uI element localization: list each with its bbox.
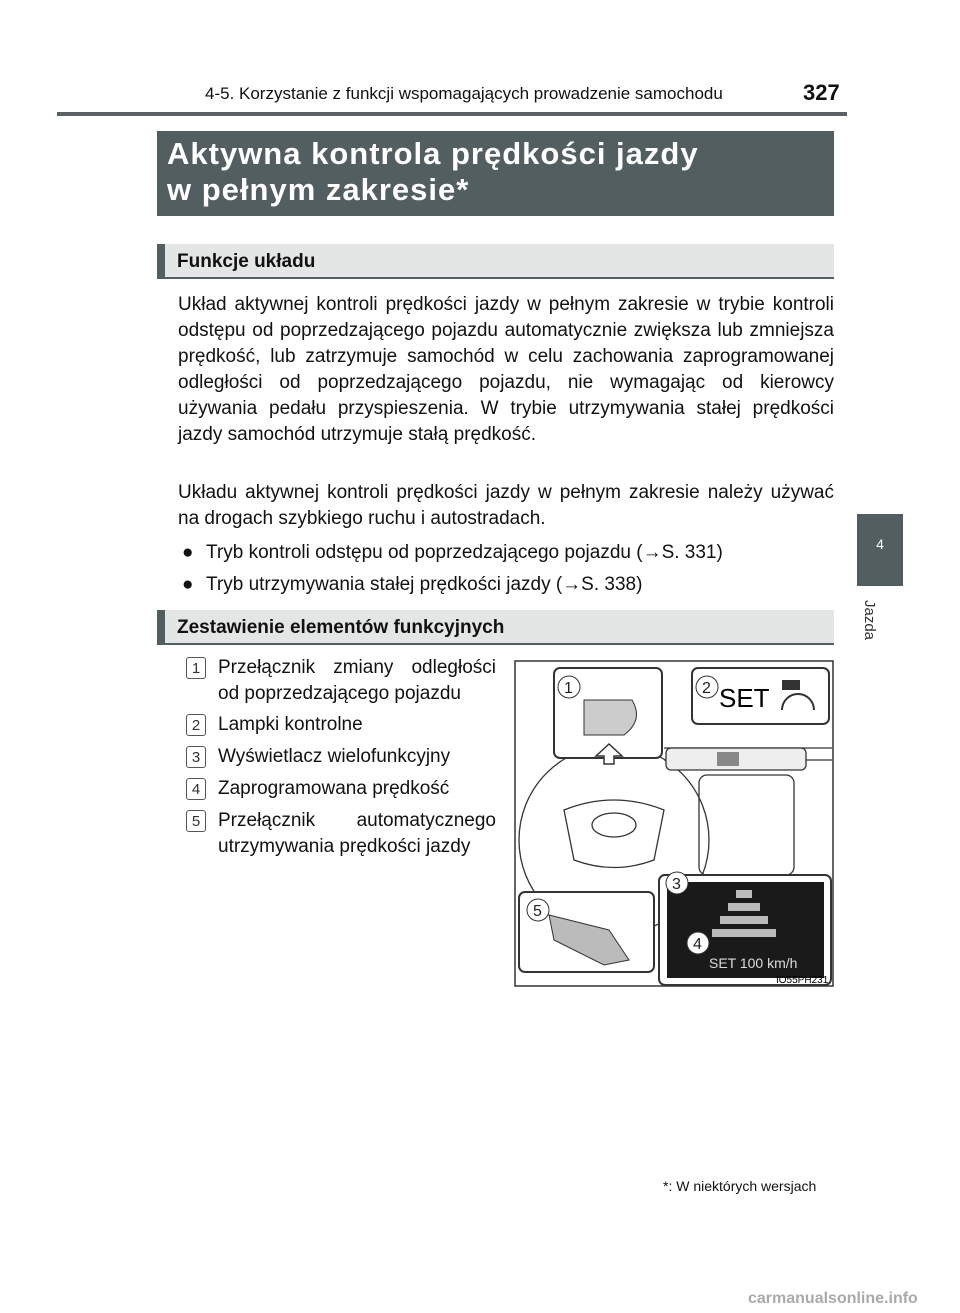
section-heading: Funkcje układu — [157, 244, 834, 279]
callout: 1 — [564, 680, 573, 697]
callout: 2 — [702, 680, 711, 697]
page-number: 327 — [803, 80, 840, 105]
list-item — [186, 712, 496, 738]
item-text: Przełącznik zmiany odległości od poprzedzającego pojazdu — [218, 657, 496, 704]
item-text: Lampki kontrolne — [218, 714, 363, 735]
item-text: Wyświetlacz wielofunkcyjny — [218, 746, 451, 767]
item-number: 3 — [186, 746, 206, 768]
cockpit-illustration — [514, 660, 834, 987]
bullet-item: ● Tryb utrzymywania stałej prędkości jazdy (→S. 338) — [182, 574, 643, 595]
header-rule — [57, 112, 847, 116]
watermark: carmanualsonline.info — [748, 1290, 918, 1307]
set-indicator-label: SET — [719, 683, 770, 713]
title-line: w pełnym zakresie* — [167, 172, 470, 207]
chapter-label: Jazda — [861, 600, 878, 641]
item-text: Przełącznik automatycznego utrzymywania prędkości jazdy — [218, 810, 496, 857]
footnote: *: W niektórych wersjach — [663, 1178, 817, 1194]
callout: 5 — [533, 903, 542, 920]
list-item — [186, 655, 496, 707]
callout: 4 — [693, 936, 702, 953]
item-number: 4 — [186, 778, 206, 800]
item-number: 5 — [186, 810, 206, 832]
section-heading: Zestawienie elementów funkcyjnych — [157, 610, 834, 645]
figure-code: IO55PH231 — [776, 975, 829, 986]
list-item — [186, 744, 496, 770]
item-number: 2 — [186, 714, 206, 736]
set-speed-readout: SET 100 km/h — [709, 955, 798, 971]
chapter-tab: 4 — [857, 514, 903, 586]
list-item — [186, 808, 496, 860]
bullet-text: Tryb utrzymywania stałej prędkości jazdy (→S. 338) — [206, 574, 643, 595]
list-item — [186, 776, 496, 802]
running-header: 4-5. Korzystanie z funkcji wspomagających prowadzenie samochodu — [205, 84, 723, 103]
callout: 3 — [672, 876, 681, 893]
page-title — [157, 131, 834, 216]
title-line: Aktywna kontrola prędkości jazdy — [167, 136, 699, 171]
item-text: Zaprogramowana prędkość — [218, 778, 450, 799]
paragraph: Układ aktywnej kontroli prędkości jazdy w pełnym zakresie w trybie kontroli odstępu od poprzedzającego pojazdu automatycznie zwiększa lub zmniejsza prędkość, lub zatrzymuje samochód w celu zachowania zaprogramowanej odległości od poprzedzającego pojazdu, nie wymagając od kierowcy używania pedału przyspieszenia. W trybie utrzymywania stałej prędkości jazdy samochód utrzymuje stałą prędkość. — [178, 294, 834, 445]
bullet-text: Tryb kontroli odstępu od poprzedzającego pojazdu (→S. 331) — [206, 542, 723, 563]
item-number: 1 — [186, 657, 206, 679]
bullet-item: ● Tryb kontroli odstępu od poprzedzającego pojazdu (→S. 331) — [182, 542, 723, 563]
paragraph: Układu aktywnej kontroli prędkości jazdy w pełnym zakresie należy używać na drogach szybkiego ruchu i autostradach. — [178, 482, 834, 529]
